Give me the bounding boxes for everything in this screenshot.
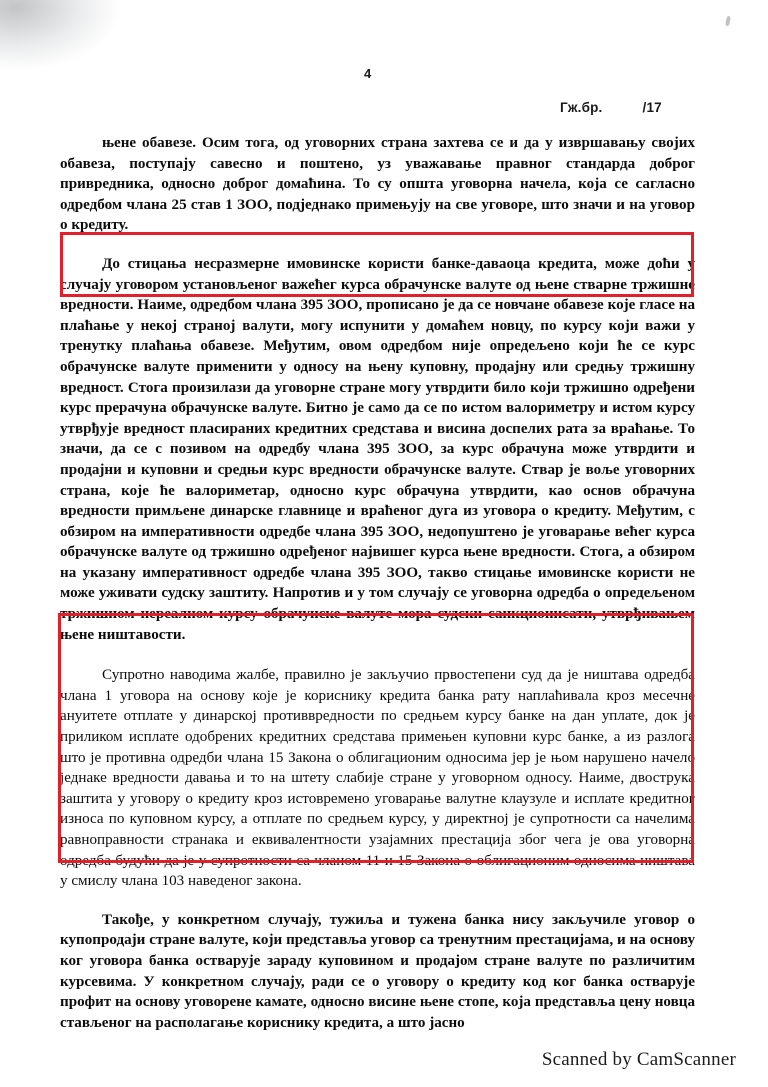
paragraph-4: Такође, у конкретном случају, тужиља и тужена банка нису закључиле уговор о купопродаји стране валуте, који представља уговор са тренутним престацијама, и на основу ког уговора банка остварује зараду куповином и продајом стране валуте по различитим курсевима. У конкретном случају, ради се о уговору о кредиту код ког банка остварује профит на основу уговорене камате, односно висине њене стопе, која представља цену новца стављеног на располагање кориснику кредита, а што јасно (60, 911, 695, 1031)
paragraph-spacer (60, 645, 695, 665)
page-number: 4 (364, 66, 372, 81)
paragraph-spacer (60, 236, 695, 254)
paragraph-3-highlighted: Супротно наводима жалбе, правилно је закључио првостепени суд да је ништава одредба члана 1 уговора на основу које је кориснику кредита банка рату наплаћивала кроз месечне ануитете отплате у динарској противвредности по средњем курсу банке на дан уплате, док је приликом исплате одобрених кредитних средстава примењен куповни курс банке, а из разлога што је противна одредби члана 15 Закона о облигационим односима јер је њом нарушено начело једнаке вредности давања и то на штету слабије стране у уговорном односу. Наиме, двострука заштита у уговору о кредиту кроз истовремено уговарање валутне клаузуле и исплате кредитног износа по куповном курсу, а отплате по средњем курсу, у директној је супротности са начелима равноправности странака и еквивалентности узајамних престација због чега је ова уговорна одредба будући да је у супротности са чланом 11 и 15 Закона о облигационим односима ништава у смислу члана 103 наведеног закона. (60, 667, 695, 890)
camscanner-watermark: Scanned by CamScanner (541, 1049, 736, 1070)
paragraph-2-highlighted: До стицања несразмерне имовинске користи банке-даваоца кредита, може доћи у случају уговором установљеног важећег курса обрачунске валуте од њене стварне тржишне вредности. Наиме, одредбом члана 395 ЗОО, прописано је да се новчане обавезе које гласе на плаћање у некој страној валути, могу испунити у домаћем новцу, по курсу који важи у тренутку плаћања обавезе. Међутим, овом одредбом није опредељено који ће се курс обрачунске валуте применити у односу на њену куповну, продајну или средњу тржишну вредност. Стога произилази да уговорне стране могу утврдити било који тржишно одређени курс прерачуна обрачунске валуте. Битно је само да се по истом валориметру и истом курсу утврђује вредност пласираних кредитних средстава и висина доспелих рата за враћање. То значи, да се с позивом на одредбу члана 395 ЗОО, за курс обрачуна може утврдити и продајни и куповни и средњи курс вредности обрачунске валуте. Ствар је воље уговорних страна, које ће валориметар, односно курс обрачуна утврдити, као основ обрачуна вредности примљене динарске главнице и враћеног дуга из уговора о кредиту. Међутим, с обзиром на императивности одредбе члана 395 ЗОО, недопуштено је уговарање већег курса обрачунске валуте од тржишно одређеног највишег курса њене вредности. Стога, а обзиром на указану императивност одредбе члана 395 ЗОО, такво стицање имовинске користи не може уживати судску заштиту. Напротив и у том случају се уговорна одредба о опредељеном тржишном нереалном курсу обрачунске валуте мора судски санкционисати, утврђивањем њене ништавости. (60, 255, 695, 643)
scan-smudge-artifact (0, 0, 120, 70)
case-reference-label: Гж.бр. (560, 100, 603, 115)
document-body (60, 133, 695, 1033)
paragraph-spacer (60, 892, 695, 910)
case-reference-year: /17 (642, 100, 662, 115)
scan-speck-artifact (725, 16, 731, 27)
case-reference-header (560, 100, 662, 115)
paragraph-1: њене обавезе. Осим тога, од уговорних страна захтева се и да у извршавању својих обавеза, поступају савесно и поштено, уз уважавање правног стандарда доброг привредника, односно доброг домаћина. То су општа уговорна начела, која се сагласно одредбом члана 25 став 1 ЗОО, подједнако примењују на све уговоре, што значи и на уговор о кредиту. (60, 135, 695, 234)
